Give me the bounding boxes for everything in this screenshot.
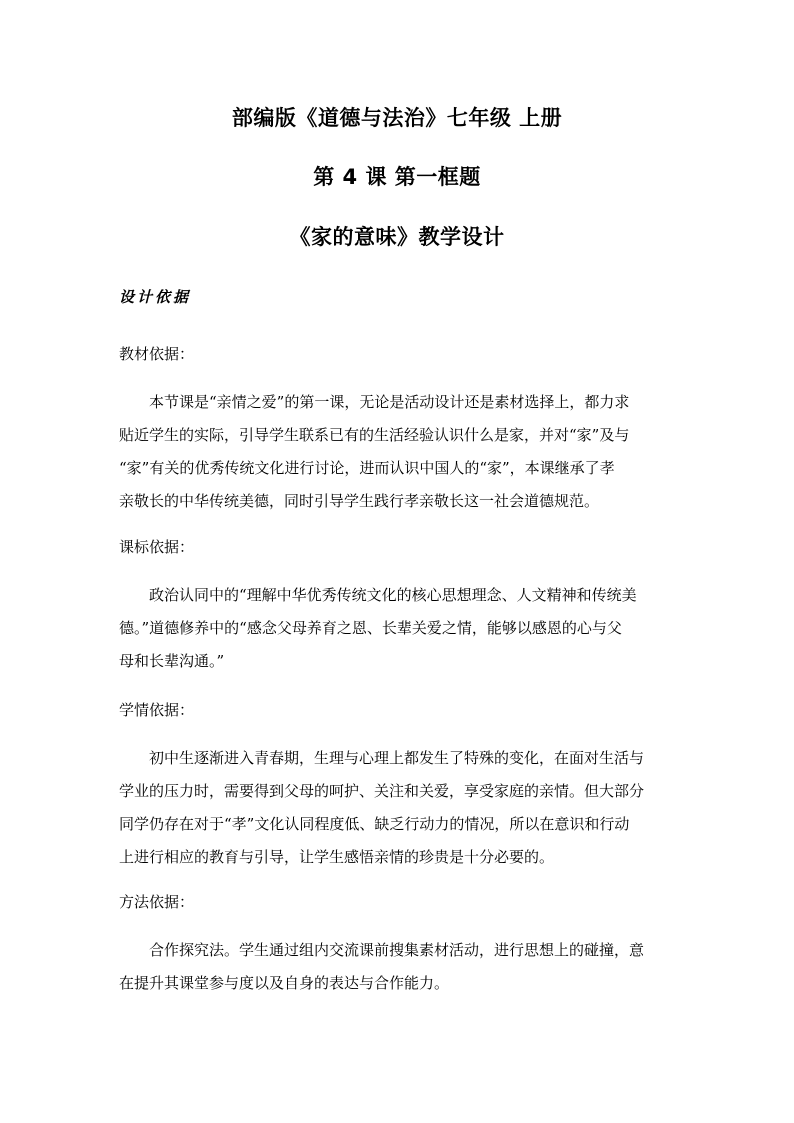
curriculum-basis-paragraph <box>119 579 675 678</box>
textbook-basis-paragraph <box>119 386 675 518</box>
paragraph-line: 亲敬长的中华传统美德，同时引导学生践行孝亲敬长这一社会道德规范。 <box>119 492 600 510</box>
lesson-title: 第 4 课 第一框题 <box>313 165 481 189</box>
paragraph-line: 贴近学生的实际，引导学生联系已有的生活经验认识什么是家，并对“家”及与 <box>119 426 630 444</box>
method-basis-paragraph <box>119 934 675 1000</box>
method-basis-label: 方法依据： <box>119 893 195 911</box>
curriculum-basis-label: 课标依据： <box>119 538 195 556</box>
paragraph-line: 学业的压力时，需要得到父母的呵护、关注和关爱，享受家庭的亲情。但大部分 <box>119 782 645 800</box>
paragraph-line: “家”有关的优秀传统文化进行讨论，进而认识中国人的“家”，本课继承了孝 <box>119 459 615 477</box>
paragraph-line: 本节课是“亲情之爱”的第一课，无论是活动设计还是素材选择上，都力求 <box>119 393 630 411</box>
paragraph-line: 合作探究法。学生通过组内交流课前搜集素材活动，进行思想上的碰撞，意 <box>119 941 645 959</box>
paragraph-line: 德。”道德修养中的“感念父母养育之恩、长辈关爱之情，能够以感恩的心与父 <box>119 619 622 637</box>
paragraph-line: 同学仍存在对于“孝”文化认同程度低、缺乏行动力的情况，所以在意识和行动 <box>119 815 630 833</box>
student-basis-paragraph <box>119 742 675 874</box>
student-basis-label: 学情依据： <box>119 701 195 719</box>
section-heading: 设计依据 <box>119 288 192 306</box>
paragraph-line: 上进行相应的教育与引导，让学生感悟亲情的珍贵是十分必要的。 <box>119 848 555 866</box>
document-title: 部编版《道德与法治》七年级 上册 <box>231 106 563 130</box>
textbook-basis-label: 教材依据： <box>119 345 195 363</box>
paragraph-line: 母和长辈沟通。” <box>119 652 225 670</box>
design-title: 《家的意味》教学设计 <box>289 225 505 249</box>
paragraph-line: 在提升其课堂参与度以及自身的表达与合作能力。 <box>119 974 450 992</box>
paragraph-line: 初中生逐渐进入青春期，生理与心理上都发生了特殊的变化，在面对生活与 <box>119 749 645 767</box>
paragraph-line: 政治认同中的“理解中华优秀传统文化的核心思想理念、人文精神和传统美 <box>119 586 637 604</box>
